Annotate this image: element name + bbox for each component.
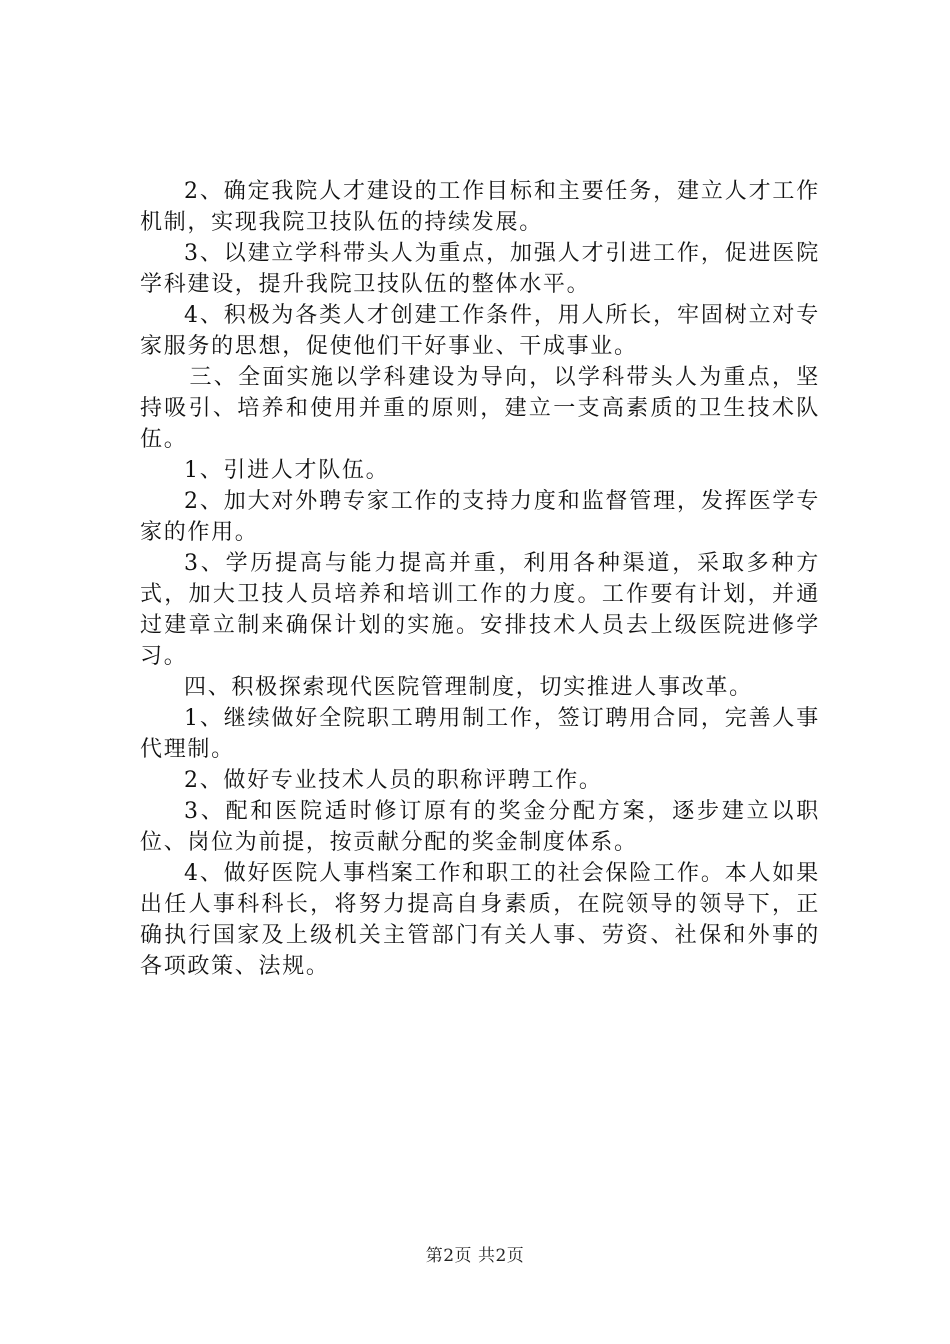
paragraph-employment-contracts: 1、继续做好全院职工聘用制工作，签订聘用合同，完善人事代理制。 bbox=[140, 706, 820, 762]
paragraph-external-experts: 2、加大对外聘专家工作的支持力度和监督管理，发挥医学专家的作用。 bbox=[140, 489, 820, 545]
paragraph-recruit-talent: 1、引进人才队伍。 bbox=[184, 458, 390, 483]
paragraph-work-conditions: 4、积极为各类人才创建工作条件，用人所长，牢固树立对专家服务的思想，促使他们干好事业、干成事业。 bbox=[140, 303, 820, 359]
paragraph-goals: 2、确定我院人才建设的工作目标和主要任务，建立人才工作机制，实现我院卫技队伍的持续发展。 bbox=[140, 179, 820, 235]
paragraph-section-four: 四、积极探索现代医院管理制度，切实推进人事改革。 bbox=[184, 675, 753, 700]
paragraph-section-three: 三、全面实施以学科建设为导向，以学科带头人为重点，坚持吸引、培养和使用并重的原则，建立一支高素质的卫生技术队伍。 bbox=[140, 365, 820, 452]
paragraph-training: 3、学历提高与能力提高并重，利用各种渠道，采取多种方式，加大卫技人员培养和培训工作的力度。工作要有计划，并通过建章立制来确保计划的实施。安排技术人员去上级医院进修学习。 bbox=[140, 551, 820, 669]
paragraph-discipline-leaders: 3、以建立学科带头人为重点，加强人才引进工作，促进医院学科建设，提升我院卫技队伍的整体水平。 bbox=[140, 241, 820, 297]
document-body bbox=[140, 176, 820, 982]
paragraph-personnel-archives: 4、做好医院人事档案工作和职工的社会保险工作。本人如果出任人事科科长，将努力提高自身素质，在院领导的领导下，正确执行国家及上级机关主管部门有关人事、劳资、社保和外事的各项政策、法规。 bbox=[140, 861, 820, 979]
page-number-footer: 第2页 共2页 bbox=[425, 1246, 525, 1266]
paragraph-title-evaluation: 2、做好专业技术人员的职称评聘工作。 bbox=[184, 768, 603, 793]
paragraph-bonus-system: 3、配和医院适时修订原有的奖金分配方案，逐步建立以职位、岗位为前提，按贡献分配的奖金制度体系。 bbox=[140, 799, 820, 855]
